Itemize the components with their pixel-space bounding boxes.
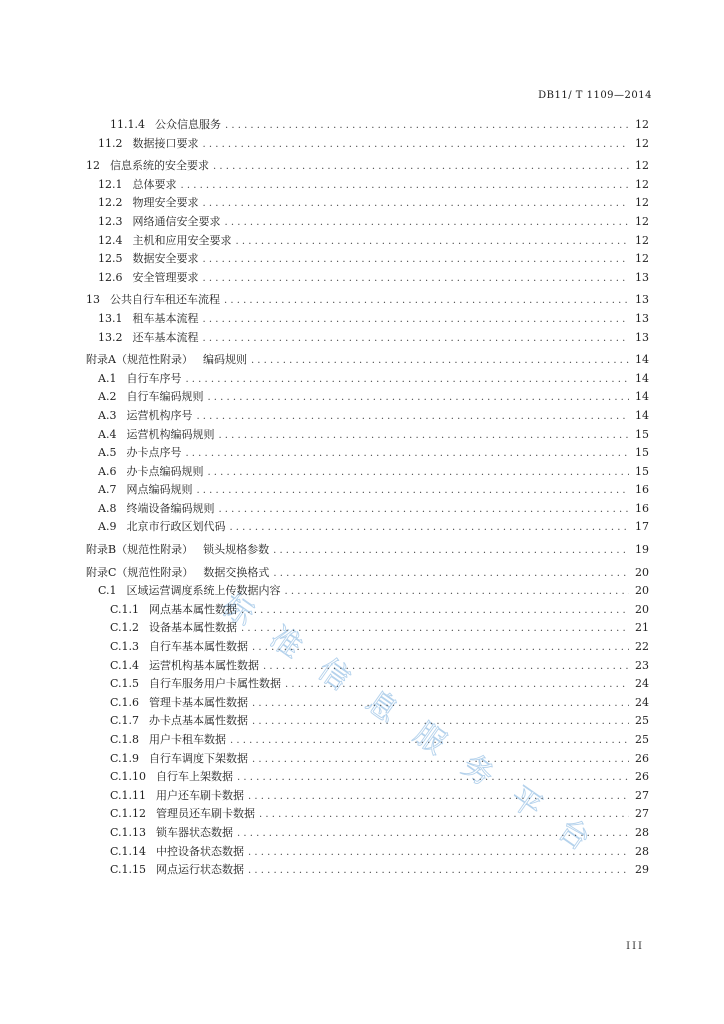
watermark-char: 标 <box>215 590 261 634</box>
toc-entry-page: 17 <box>635 520 649 534</box>
toc-entry-page: 12 <box>635 136 649 150</box>
toc-entry-number: C.1.2 <box>110 621 140 635</box>
toc-entry[interactable] <box>86 564 649 583</box>
toc-entry[interactable] <box>86 712 649 731</box>
toc-entry-page: 25 <box>635 714 649 728</box>
toc-entry-title: 数据交换格式 <box>203 565 270 579</box>
toc-entry-number: C.1.9 <box>110 751 140 765</box>
dot-leader <box>185 448 629 459</box>
dot-leader <box>213 161 629 172</box>
toc-entry-page: 13 <box>635 311 649 325</box>
dot-leader <box>225 217 630 228</box>
toc-entry[interactable] <box>86 291 649 310</box>
toc-entry[interactable] <box>86 861 649 880</box>
toc-entry-number: A.8 <box>98 501 117 515</box>
toc-entry-title: 编码规则 <box>202 353 247 367</box>
toc-entry-title: 运营机构序号 <box>126 408 193 422</box>
dot-leader <box>241 605 629 616</box>
toc-entry[interactable] <box>86 657 649 676</box>
toc-entry-page: 12 <box>635 214 649 228</box>
toc-entry-page: 12 <box>635 233 649 247</box>
toc-entry[interactable] <box>86 601 649 620</box>
dot-leader <box>285 586 629 597</box>
dot-leader <box>203 314 630 325</box>
toc-entry-number: C.1.3 <box>110 640 140 654</box>
toc-entry-number: C.1.15 <box>110 863 147 877</box>
toc-entry-title: 自行车编码规则 <box>126 390 204 404</box>
toc-entry-number: 附录C（规范性附录） <box>86 565 194 579</box>
toc-entry-number: 12.6 <box>98 270 123 284</box>
dot-leader <box>196 485 629 496</box>
toc-entry-page: 12 <box>635 159 649 173</box>
toc-entry[interactable] <box>86 351 649 370</box>
dot-leader <box>263 661 629 672</box>
toc-entry[interactable] <box>86 370 649 389</box>
toc-entry[interactable] <box>86 750 649 769</box>
dot-leader <box>225 120 629 131</box>
toc-entry-number: 12.5 <box>98 252 123 266</box>
toc-entry-page: 12 <box>635 118 649 131</box>
toc-entry[interactable] <box>86 500 649 519</box>
toc-entry-page: 21 <box>635 621 649 635</box>
toc-entry[interactable] <box>86 388 649 407</box>
dot-leader <box>259 809 629 820</box>
toc-entry-page: 15 <box>635 427 649 441</box>
watermark-char: 务 <box>455 747 501 794</box>
toc-entry-number: 12.2 <box>98 196 123 210</box>
toc-entry[interactable] <box>86 518 649 537</box>
toc-entry[interactable] <box>86 407 649 426</box>
dot-leader <box>252 698 629 709</box>
toc-entry[interactable] <box>86 675 649 694</box>
toc-entry-number: A.7 <box>98 483 117 497</box>
toc-entry-page: 14 <box>635 353 649 367</box>
toc-entry[interactable] <box>86 768 649 787</box>
dot-leader <box>203 198 630 209</box>
toc-entry[interactable] <box>86 250 649 269</box>
toc-entry-title: 自行车服务用户卡属性数据 <box>149 677 282 691</box>
toc-entry-page: 27 <box>635 788 649 802</box>
toc-entry-page: 24 <box>635 677 649 691</box>
toc-entry[interactable] <box>86 463 649 482</box>
toc-entry-page: 13 <box>635 293 649 307</box>
toc-entry-page: 14 <box>635 371 649 385</box>
toc-entry-page: 15 <box>635 464 649 478</box>
toc-entry-title: 终端设备编码规则 <box>126 501 215 515</box>
toc-entry-number: C.1.4 <box>110 658 140 672</box>
toc-entry[interactable] <box>86 426 649 445</box>
toc-entry-title: 办卡点编码规则 <box>126 464 204 478</box>
toc-entry-title: 设备基本属性数据 <box>149 621 238 635</box>
toc-entry-page: 12 <box>635 196 649 210</box>
dot-leader <box>237 772 629 783</box>
toc-entry[interactable] <box>86 619 649 638</box>
toc-entry-number: C.1.10 <box>110 770 147 784</box>
toc-entry-page: 13 <box>635 270 649 284</box>
toc-entry-title: 还车基本流程 <box>132 330 199 344</box>
toc-entry-number: A.2 <box>98 390 117 404</box>
toc-entry-title: 数据接口要求 <box>132 136 199 150</box>
toc-entry-page: 15 <box>635 446 649 460</box>
toc-entry-title: 管理员还车刷卡数据 <box>156 807 256 821</box>
dot-leader <box>252 642 629 653</box>
toc-entry-title: 网点运行状态数据 <box>156 863 245 877</box>
toc-entry-title: 管理卡基本属性数据 <box>149 695 249 709</box>
toc-entry-title: 物理安全要求 <box>132 196 199 210</box>
toc-entry-number: 11.2 <box>98 136 123 150</box>
toc-entry-page: 12 <box>635 252 649 266</box>
toc-entry-number: 12.3 <box>98 214 123 228</box>
toc-entry[interactable] <box>86 176 649 195</box>
toc-entry[interactable] <box>86 444 649 463</box>
toc-entry-page: 19 <box>635 543 649 557</box>
dot-leader <box>252 716 629 727</box>
toc-entry-title: 运营机构编码规则 <box>126 427 215 441</box>
toc-entry-number: C.1.14 <box>110 844 147 858</box>
dot-leader <box>203 333 630 344</box>
toc-entry[interactable] <box>86 638 649 657</box>
watermark-char: 信 <box>311 651 357 698</box>
toc-entry-title: 自行车基本属性数据 <box>149 640 249 654</box>
toc-entry-page: 22 <box>635 640 649 654</box>
toc-entry-number: 13.1 <box>98 311 123 325</box>
dot-leader <box>185 374 629 385</box>
toc-entry-title: 中控设备状态数据 <box>156 844 245 858</box>
toc-entry-title: 锁头规格参数 <box>203 543 270 557</box>
toc-entry-number: 13 <box>86 293 100 307</box>
dot-leader <box>248 847 629 858</box>
toc-entry-page: 16 <box>635 501 649 515</box>
watermark-char: 息 <box>359 683 405 730</box>
toc-entry-number: A.9 <box>98 520 117 534</box>
toc-entry-title: 数据安全要求 <box>132 252 199 266</box>
toc-entry[interactable] <box>86 269 649 288</box>
toc-entry-title: 总体要求 <box>132 177 177 191</box>
toc-entry-number: 附录B（规范性附录） <box>86 543 194 557</box>
toc-entry-page: 16 <box>635 483 649 497</box>
toc-entry-number: C.1 <box>98 584 117 598</box>
dot-leader <box>252 754 629 765</box>
toc-entry-title: 北京市行政区划代码 <box>126 520 226 534</box>
watermark-char: 准 <box>263 619 309 666</box>
watermark-char: 平 <box>503 779 549 826</box>
toc-entry-number: C.1.8 <box>110 733 140 746</box>
toc-entry-title: 自行车序号 <box>126 371 182 385</box>
toc-entry-title: 信息系统的安全要求 <box>110 159 209 173</box>
watermark-char: 台 <box>551 811 597 858</box>
toc-entry[interactable] <box>86 843 649 862</box>
toc-entry-title: 网络通信安全要求 <box>132 214 221 228</box>
toc-entry-page: 14 <box>635 408 649 422</box>
dot-leader <box>236 236 630 247</box>
toc-entry-page: 14 <box>635 390 649 404</box>
toc-entry-number: C.1.12 <box>110 807 147 821</box>
dot-leader <box>218 430 629 441</box>
toc-entry-page: 26 <box>635 751 649 765</box>
toc-entry-title: 区域运营调度系统上传数据内容 <box>126 584 281 598</box>
dot-leader <box>230 735 629 746</box>
toc-entry-page: 27 <box>635 807 649 821</box>
toc-entry[interactable] <box>86 731 649 750</box>
dot-leader <box>248 791 629 802</box>
toc-entry-page: 20 <box>635 565 649 579</box>
toc-entry-number: C.1.7 <box>110 714 140 728</box>
toc-entry-title: 租车基本流程 <box>132 311 199 325</box>
toc-entry-number: C.1.1 <box>110 602 140 616</box>
toc-entry-title: 锁车器状态数据 <box>156 825 234 839</box>
toc-entry[interactable] <box>86 157 649 176</box>
dot-leader <box>273 568 629 579</box>
toc-entry-number: 11.1.4 <box>110 118 145 131</box>
dot-leader <box>203 254 630 265</box>
toc-entry-title: 自行车上架数据 <box>156 770 234 784</box>
dot-leader <box>196 411 629 422</box>
dot-leader <box>248 865 629 876</box>
toc-entry-page: 23 <box>635 658 649 672</box>
watermark-char: 服 <box>407 715 453 762</box>
toc-entry[interactable] <box>86 194 649 213</box>
toc-entry-title: 主机和应用安全要求 <box>132 233 232 247</box>
toc-entry-number: C.1.11 <box>110 788 147 802</box>
toc-entry[interactable] <box>86 116 649 135</box>
dot-leader <box>237 828 629 839</box>
toc-entry-number: 附录A（规范性附录） <box>86 353 193 367</box>
toc-entry[interactable] <box>86 541 649 560</box>
toc-entry[interactable] <box>86 805 649 824</box>
toc-entry-title: 办卡点基本属性数据 <box>149 714 249 728</box>
toc-entry-page: 20 <box>635 602 649 616</box>
toc-entry-title: 网点基本属性数据 <box>149 602 238 616</box>
dot-leader <box>224 295 629 306</box>
toc-entry[interactable] <box>86 213 649 232</box>
toc-entry-page: 13 <box>635 330 649 344</box>
toc-entry-number: A.1 <box>98 371 117 385</box>
toc-entry-number: A.4 <box>98 427 117 441</box>
toc-entry-number: C.1.13 <box>110 825 147 839</box>
toc-entry-title: 网点编码规则 <box>126 483 193 497</box>
dot-leader <box>203 273 630 284</box>
toc-entry-page: 26 <box>635 770 649 784</box>
toc-entry-title: 用户还车刷卡数据 <box>156 788 245 802</box>
toc-entry[interactable] <box>86 232 649 251</box>
toc-entry-number: A.5 <box>98 446 117 460</box>
toc-entry[interactable] <box>86 135 649 154</box>
toc-entry-number: 12.4 <box>98 233 123 247</box>
toc-entry-number: 12 <box>86 159 100 173</box>
dot-leader <box>241 623 629 634</box>
dot-leader <box>207 467 629 478</box>
toc-entry-number: 13.2 <box>98 330 123 344</box>
toc-entry[interactable] <box>86 787 649 806</box>
dot-leader <box>251 355 629 366</box>
toc-entry-number: A.6 <box>98 464 117 478</box>
toc-entry-title: 自行车调度下架数据 <box>149 751 249 765</box>
toc-entry[interactable] <box>86 310 649 329</box>
toc-entry-title: 公众信息服务 <box>155 118 221 131</box>
toc-entry-title: 运营机构基本属性数据 <box>149 658 260 672</box>
toc-entry-page: 12 <box>635 177 649 191</box>
toc-entry-page: 29 <box>635 863 649 877</box>
standard-code: DB11/ T 1109—2014 <box>538 90 652 101</box>
toc-entry[interactable] <box>86 694 649 713</box>
toc-entry-page: 28 <box>635 844 649 858</box>
dot-leader <box>207 392 629 403</box>
toc-entry-title: 安全管理要求 <box>132 270 199 284</box>
dot-leader <box>285 679 629 690</box>
page-number: III <box>626 941 644 952</box>
toc-entry-page: 24 <box>635 695 649 709</box>
toc-entry-number: C.1.5 <box>110 677 140 691</box>
toc-entry-title: 用户卡租车数据 <box>149 733 227 746</box>
dot-leader <box>203 139 630 150</box>
toc-entry[interactable] <box>86 329 649 348</box>
dot-leader <box>181 180 630 191</box>
dot-leader <box>273 545 629 556</box>
toc-entry[interactable] <box>86 824 649 843</box>
toc-entry[interactable] <box>86 481 649 500</box>
toc-entry[interactable] <box>86 582 649 601</box>
toc-entry-title: 办卡点序号 <box>126 446 182 460</box>
toc-entry-page: 25 <box>635 733 649 746</box>
toc-entry-number: C.1.6 <box>110 695 140 709</box>
dot-leader <box>229 522 629 533</box>
toc-entry-page: 20 <box>635 584 649 598</box>
toc-entry-number: 12.1 <box>98 177 123 191</box>
dot-leader <box>218 504 629 515</box>
toc-entry-number: A.3 <box>98 408 117 422</box>
toc-entry-title: 公共自行车租还车流程 <box>110 293 220 307</box>
table-of-contents <box>86 116 649 880</box>
toc-entry-page: 28 <box>635 825 649 839</box>
